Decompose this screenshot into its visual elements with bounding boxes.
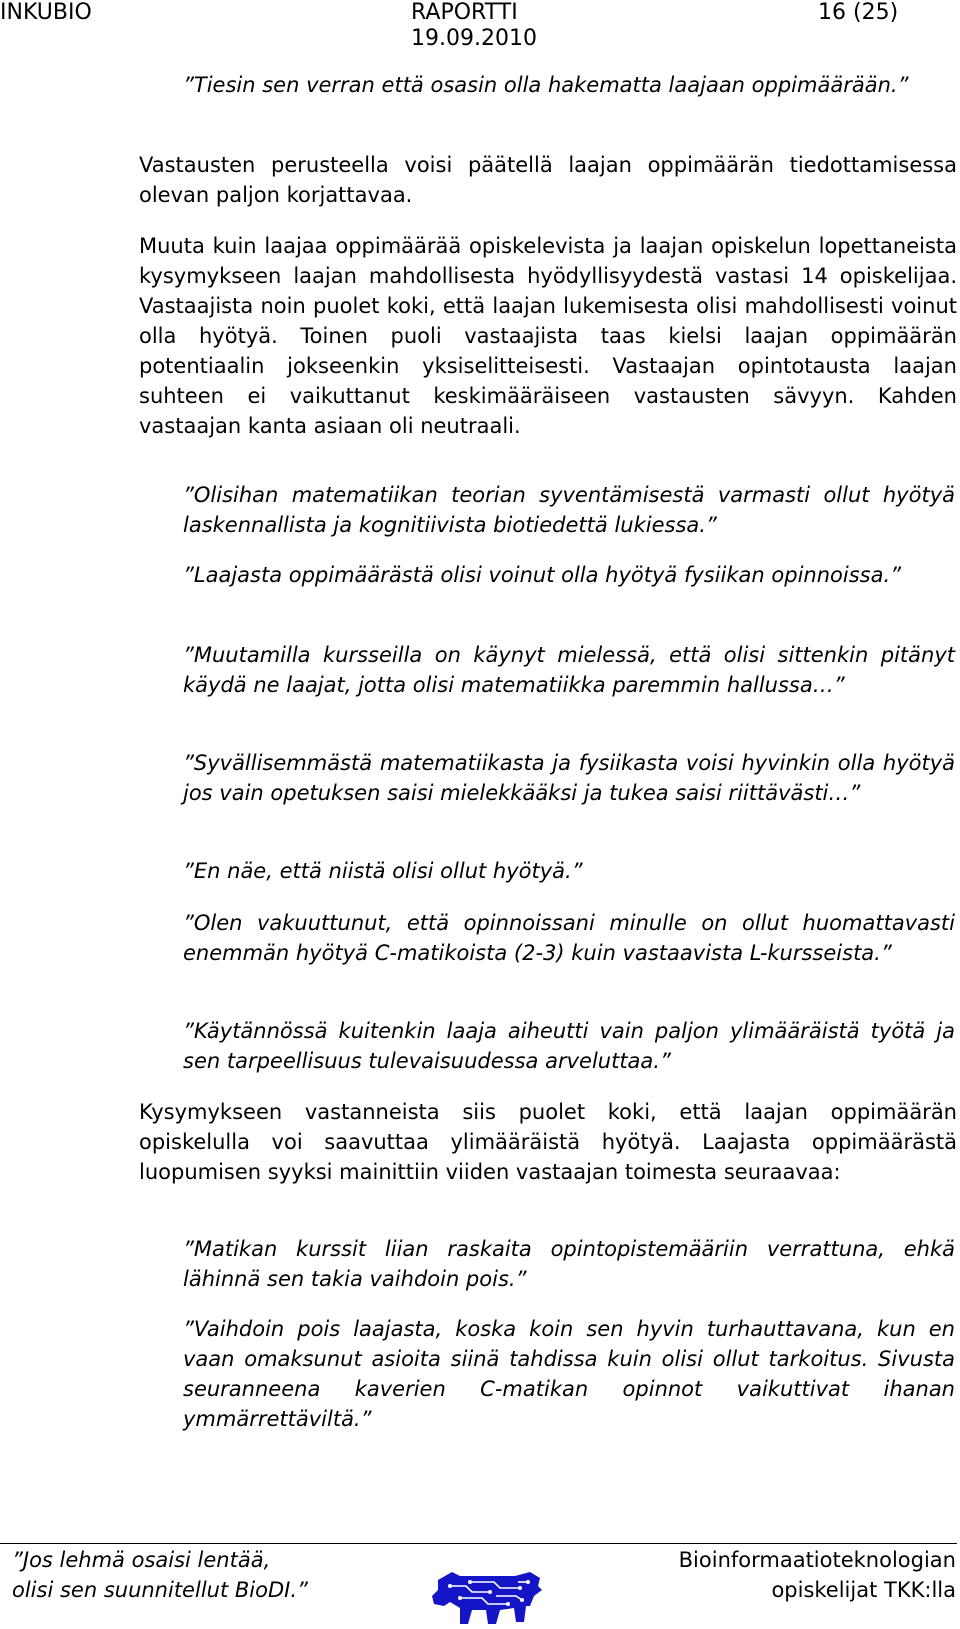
quote-paragraph: ”Olen vakuuttunut, että opinnoissani minulle on ollut huomattavasti enemmän hyötyä C-matikoista (2-3) kuin vastaavista L-kursseista.”: [183, 911, 955, 965]
body-paragraph: Muuta kuin laajaa oppimäärää opiskelevista ja laajan opiskelun lopettaneista kysymykseen laajan mahdollisesta hyödyllisyydestä vastasi 14 opiskelijaa. Vastaajista noin puolet koki, että laajan lukemisesta olisi mahdollisesti voinut olla hyötyä. Toinen puoli vastaajista taas kielsi laajan oppimäärän potentiaalin jokseenkin yksiselitteisesti. Vastaajan opintotausta laajan suhteen ei vaikuttanut keskimääräiseen vastausten sävyyn. Kahden vastaajan kanta asiaan oli neutraali.: [139, 234, 957, 438]
footer-motto: [12, 1545, 308, 1605]
body-paragraph: Kysymykseen vastanneista siis puolet koki, että laajan oppimäärän opiskelulla voi saavuttaa ylimääräistä hyötyä. Laajasta oppimäärästä luopumisen syyksi mainittiin viiden vastaajan toimesta seuraavaa:: [139, 1100, 957, 1184]
body-paragraph: Vastausten perusteella voisi päätellä laajan oppimäärän tiedottamisessa olevan paljon korjattavaa.: [139, 153, 957, 207]
quote-paragraph: ”Muutamilla kursseilla on käynyt mielessä, että olisi sittenkin pitänyt käydä ne laajat, jotta olisi matematiikka paremmin hallussa…”: [183, 643, 955, 697]
footer-motto-line1: ”Jos lehmä osaisi lentää,: [12, 1548, 271, 1572]
quote-paragraph: ”Tiesin sen verran että osasin olla hakematta laajaan oppimäärään.”: [183, 73, 909, 97]
footer-divider: [0, 1543, 957, 1544]
quote-paragraph: ”Vaihdoin pois laajasta, koska koin sen hyvin turhauttavana, kun en vaan omaksunut asioita siinä tahdissa kuin olisi ollut tarkoitus. Sivusta seuranneena kaverien C-matikan opinnot vaikuttivat ihanan ymmärrettäviltä.”: [183, 1317, 955, 1431]
header-date: 19.09.2010: [411, 26, 537, 51]
biodi-cow-logo-icon: [430, 1562, 546, 1629]
footer-org-line2: opiskelijat TKK:lla: [771, 1578, 956, 1602]
footer-motto-line2: olisi sen suunnitellut BioDI.”: [12, 1578, 308, 1602]
footer-org-line1: Bioinformaatioteknologian: [678, 1548, 956, 1572]
quote-paragraph: ”Laajasta oppimäärästä olisi voinut olla hyötyä fysiikan opinnoissa.”: [183, 563, 902, 587]
header-center: [411, 0, 537, 52]
quote-paragraph: ”Olisihan matematiikan teorian syventämisestä varmasti ollut hyötyä laskennallista ja kognitiivista biotiedettä lukiessa.”: [183, 483, 955, 537]
header-org: INKUBIO: [0, 0, 92, 25]
quote-paragraph: ”Syvällisemmästä matematiikasta ja fysiikasta voisi hyvinkin olla hyötyä jos vain opetuksen saisi mielekkääksi ja tukea saisi riittävästi…”: [183, 751, 955, 805]
footer-organization: [679, 1545, 956, 1605]
quote-paragraph: ”Matikan kurssit liian raskaita opintopistemääriin verrattuna, ehkä lähinnä sen takia vaihdoin pois.”: [183, 1237, 955, 1291]
header-doc-type: RAPORTTI: [411, 0, 518, 25]
header-page-number: 16 (25): [818, 0, 899, 25]
quote-paragraph: ”En näe, että niistä olisi ollut hyötyä.”: [183, 859, 583, 883]
quote-paragraph: ”Käytännössä kuitenkin laaja aiheutti vain paljon ylimääräistä työtä ja sen tarpeellisuus tulevaisuudessa arveluttaa.”: [183, 1019, 955, 1073]
